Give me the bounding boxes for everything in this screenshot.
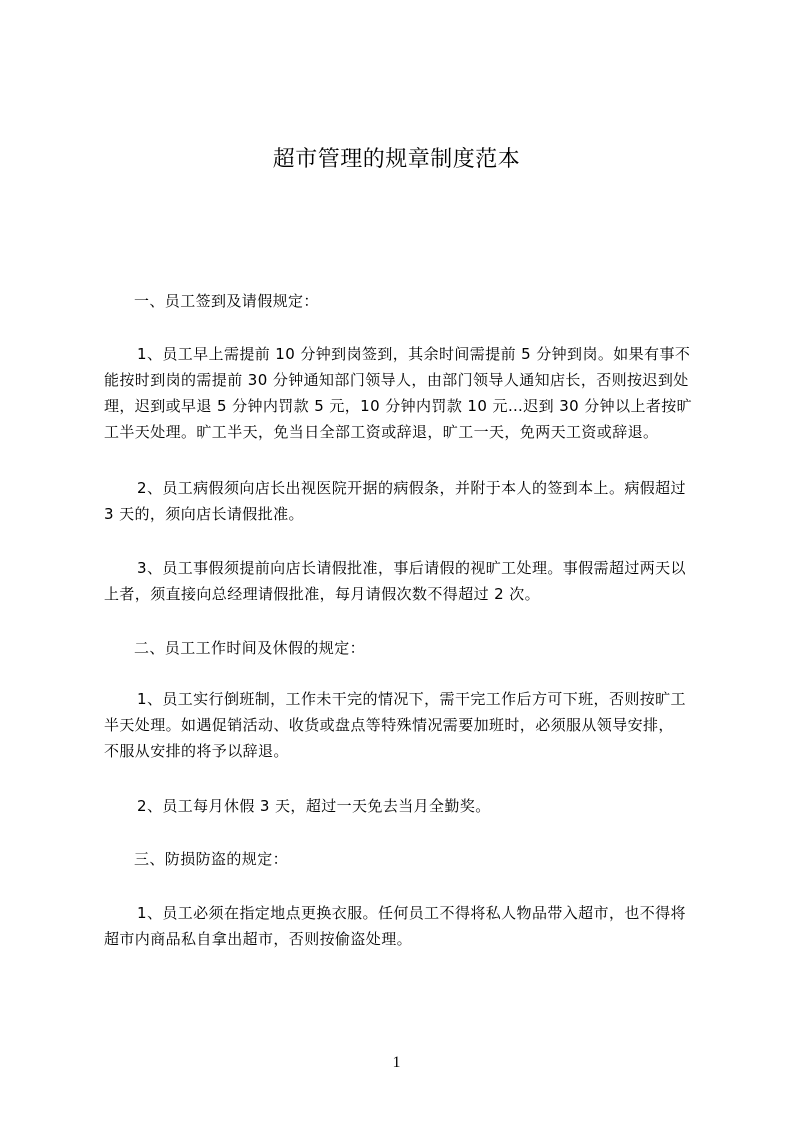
- paragraph-1-1: [104, 341, 710, 445]
- paragraph-line: 工半天处理。旷工半天，免当日全部工资或辞退，旷工一天，免两天工资或辞退。: [104, 423, 659, 441]
- paragraph-line: 2、员工每月休假 3 天，超过一天免去当月全勤奖。: [137, 797, 491, 815]
- paragraph-line: 3、员工事假须提前向店长请假批准，事后请假的视旷工处理。事假需超过两天以: [137, 559, 686, 577]
- page-title: 超市管理的规章制度范本: [272, 147, 521, 172]
- paragraph-line: 3 天的，须向店长请假批准。: [104, 505, 304, 523]
- section-heading-2: [104, 635, 740, 661]
- section-heading-1: [104, 288, 740, 314]
- paragraph-line: 上者，须直接向总经理请假批准，每月请假次数不得超过 2 次。: [104, 585, 541, 603]
- paragraph-line: 半天处理。如遇促销活动、收货或盘点等特殊情况需要加班时，必须服从领导安排，: [104, 716, 674, 734]
- paragraph-line: 1、员工早上需提前 10 分钟到岗签到，其余时间需提前 5 分钟到岗。如果有事不: [137, 345, 691, 363]
- paragraph-line: 1、员工必须在指定地点更换衣服。任何员工不得将私人物品带入超市，也不得将: [137, 904, 686, 922]
- section-heading-text: 二、员工工作时间及休假的规定：: [134, 639, 366, 657]
- paragraph-line: 能按时到岗的需提前 30 分钟通知部门领导人，由部门领导人通知店长，否则按迟到处: [104, 371, 689, 389]
- paragraph-line: 理，迟到或早退 5 分钟内罚款 5 元，10 分钟内罚款 10 元…迟到 30 分钟以上者按旷: [104, 397, 693, 415]
- section-heading-text: 三、防损防盗的规定：: [134, 850, 289, 868]
- paragraph-line: 超市内商品私自拿出超市，否则按偷盗处理。: [104, 930, 413, 948]
- paragraph-2-1: [104, 686, 710, 764]
- paragraph-2-2: [104, 793, 710, 819]
- page-number: 1: [392, 1054, 401, 1071]
- section-heading-3: [104, 846, 740, 872]
- paragraph-line: 1、员工实行倒班制，工作未干完的情况下，需干完工作后方可下班，否则按旷工: [137, 690, 686, 708]
- paragraph-1-2: [104, 475, 710, 527]
- paragraph-3-1: [104, 900, 710, 952]
- paragraph-1-3: [104, 555, 710, 607]
- section-heading-text: 一、员工签到及请假规定：: [134, 292, 319, 310]
- paragraph-line: 不服从安排的将予以辞退。: [104, 742, 289, 760]
- paragraph-line: 2、员工病假须向店长出视医院开据的病假条，并附于本人的签到本上。病假超过: [137, 479, 686, 497]
